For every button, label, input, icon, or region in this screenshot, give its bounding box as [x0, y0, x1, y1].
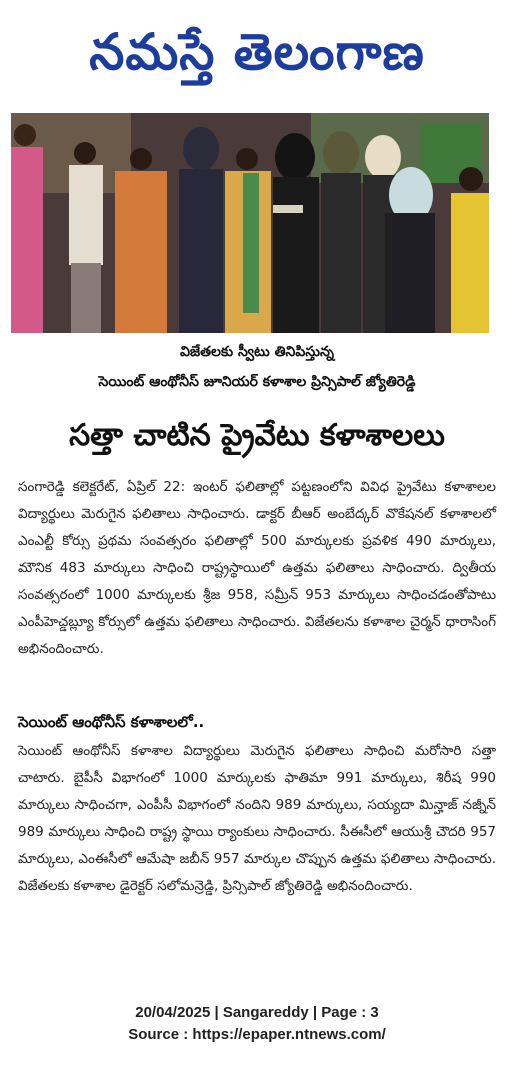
footer-source: Source : https://epaper.ntnews.com/ [128, 1026, 386, 1043]
article-paragraph-1: సంగారెడ్డి కలెక్టరేట్, ఏప్రిల్ 22: ఇంటర్ ఫలితాల్లో పట్టణంలోని వివిధ ప్రైవేటు కళాశాలల విద్యార్థులు మెరుగైన ఫలితాలు సాధించారు. డాక్టర్ బీఆర్ అంబేద్కర్ వొకేషనల్ కళాశాలలో ఎంఎల్టీ కోర్సు ప్రథమ సంవత్సరం ఫలితాల్లో 500 మార్కులకు ప్రవళిక 490 మార్కులు, మౌనిక 483 మార్కులు సాధించి రాష్ట్రస్థాయిలో ఉత్తమ ఫలితాలు సాధించారు. ద్వితీయ సంవత్సరంలో 1000 మార్కులకు శ్రీజ 958, సమ్రీన్ 953 మార్కులు సాధించడంతోపాటు ఎంపీహెచ్డబ్ల్యూ కోర్సులో ఉత్తమ ఫలితాలు సాధించారు. విజేతలను కళాశాల చైర్మన్ ధారాసింగ్ అభినందించారు. [18, 479, 496, 657]
photo-caption-line-2: సెయింట్ ఆంథోనీస్ జూనియర్ కళాశాల ప్రిన్సిపాల్ జ్యోతిరెడ్డి [98, 374, 416, 390]
article-headline: సత్తా చాటిన ప్రైవేటు కళాశాలలు [69, 418, 445, 453]
masthead [0, 6, 514, 110]
article-paragraph-2: సెయింట్ ఆంథోనీస్ కళాశాల విద్యార్థులు మెరుగైన ఫలితాలు సాధించి మరోసారి సత్తా చాటారు. బైపీసీ విభాగంలో 1000 మార్కులకు ఫాతిమా 991 మార్కులు, శిరీష 990 మార్కులు సాధించగా, ఎంపీసీ విభాగంలో నందిని 989 మార్కులు, సయ్యదా మిన్హాజ్ నజ్నీన్ 989 మార్కులు సాధించి రాష్ట్ర స్థాయి ర్యాంకులు సాధించారు. సీఈసీలో ఆయుశ్రీ చౌదరి 957 మార్కులు, ఎంఈసీలో ఆమేషా జబీన్ 957 మార్కుల చొప్పున ఉత్తమ ఫలితాలు సాధించారు. విజేతలకు కళాశాల డైరెక్టర్ సలోమన్రెడ్డి, ప్రిన్సిపాల్ జ్యోతిరెడ్డి అభినందించారు. [18, 743, 496, 894]
footer-date-page: 20/04/2025 | Sangareddy | Page : 3 [135, 1004, 379, 1021]
photo-caption-line-1: విజేతలకు స్వీటు తినిపిస్తున్న [179, 344, 335, 360]
article-subheading: సెయింట్ ఆంథోనీస్ కళాశాలలో.. [18, 713, 205, 731]
newspaper-title: నమస్తే తెలంగాణ [89, 22, 425, 81]
news-photo [11, 113, 489, 333]
